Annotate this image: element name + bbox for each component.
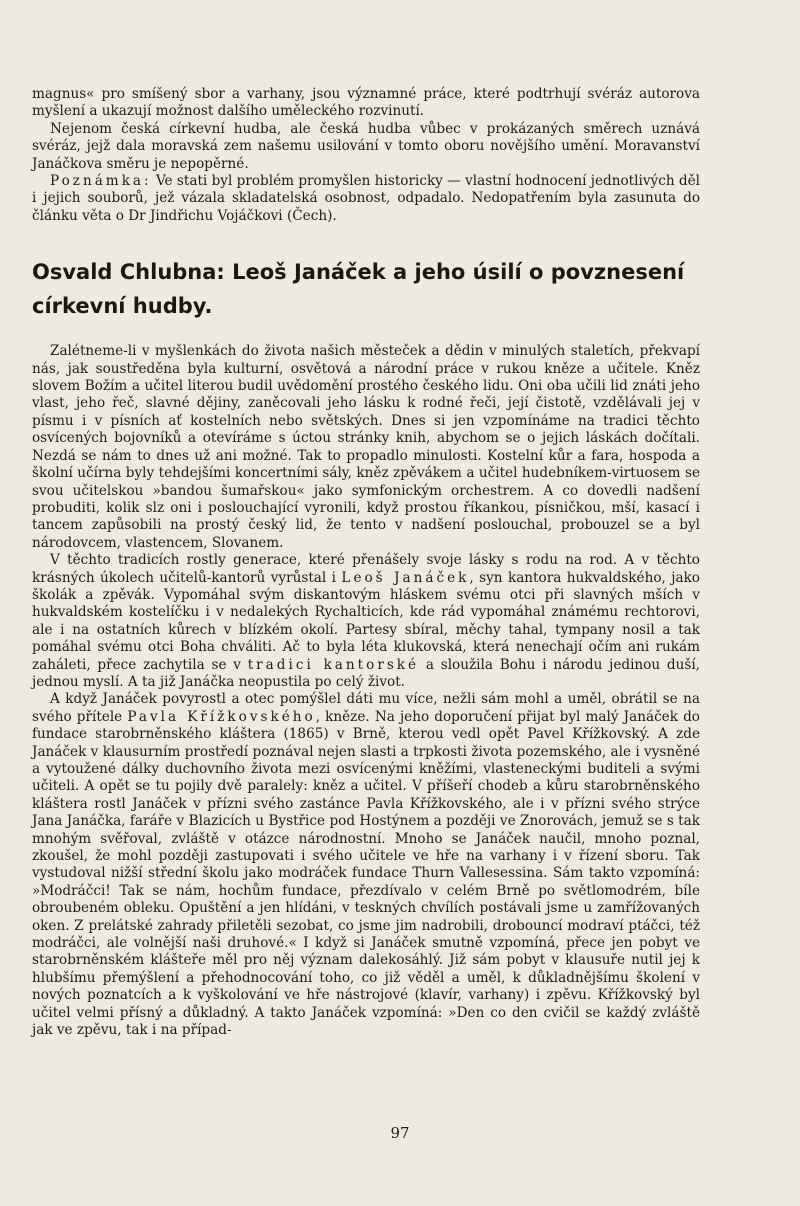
intro-paragraph-1: magnus« pro smíšený sbor a varhany, jsou významné práce, které podtrhují svéráz autorova myšlení a ukazují možnost dalšího uměleckého rozvinutí.	[32, 86, 700, 120]
footnote-lead: Poznámka:	[50, 173, 152, 190]
spaced-phrase-tradici-kantorske: tradici kantorské	[247, 656, 420, 673]
article-title: Osvald Chlubna: Leoš Janáček a jeho úsilí o povznesení církevní hudby.	[32, 260, 685, 319]
intro-paragraph-2: Nejenom česká církevní hudba, ale česká hudba vůbec v prokázaných směrech uznává svéráz, jejž dala moravská zem našemu usilování v tomto oboru novějšího umění. Moravanství Janáčkova směru je nepopěrné.	[32, 120, 700, 172]
footnote-paragraph	[32, 173, 700, 225]
article-paragraph-1: Zalétneme-li v myšlenkách do života našich městeček a dědin v minulých staletích, překvapí nás, jak soustředěna byla kulturní, osvětová a národní práce v rukou kněze a učitele. Kněz slovem Božím a učitel literou budil uvědomění prostého českého lidu. Oni oba učili lid znáti jeho vlast, jeho řeč, slavné dějiny, zaněcovali jeho lásku k rodné řeči, její čistotě, vzdělávali jej v písmu i v písních ať kostelních nebo světských. Dnes si jen vzpomínáme na tradici těchto osvícených bojovníků a otevíráme s úctou stránky knih, abychom se o jejich láskách dočítali. Nezdá se nám to dnes už ani možné. Tak to propadlo minulosti. Kostelní kůr a fara, hospoda a školní učírna byly tehdejšími koncertními sály, kněz zpěvákem a učitel hudebníkem-virtuosem se svou učitelskou »bandou šumařskou« jako symfonickým orchestrem. A co dovedli nadšení probuditi, kolik slz oni i poslouchající vyronili, když prostou říkankou, písničkou, mší, kasací i tancem zapůsobili na prostý český lid, že tento v nadšení poslouchal, probouzel se a byl národovcem, vlastencem, Slovanem.	[32, 343, 700, 551]
paragraph-3-text-b: , kněze. Na jeho doporučení přijat byl malý Janáček do fundace starobrněnského kláštera (1865) v Brně, kterou vedl opět Pavel Křížkovský. A zde Janáček v klausurním prostředí poznával nejen slasti a trpkosti života pozemského, ale i vysněné a vytoužené dálky duchovního života mezi osvícenými kněžími, vlasteneckými buditeli a svými učiteli. A opět se tu pojily dvě paralely: kněz a učitel. V příšeří chodeb a kůru starobrněnského kláštera rostl Janáček v přízni svého zastánce Pavla Křížkovského, ale i v přízni svého strýce Jana Janáčka, faráře v Blazicích u Bystřice pod Hostýnem a později ve Znorovách, jemuž se s tak mnohým svěřoval, zvláště v otázce národnostní. Mnoho se Janáček naučil, mnoho poznal, zkoušel, že mohl později zastupovati i svého učitele ve hře na varhany i v řízení sboru. Tak vystudoval nižší střední školu jako modráček fundace Thurn Vallesessina. Sám takto vzpomíná: »Modráčci! Tak se nám, hochům fundace, přezdívalo v celém Brně po světlomodrém, bíle obroubeném obleku. Opuštění a jen hlídáni, v teskných chvílích postávali jsme u zamřížovaných oken. Z prelátské zahrady přiletěli sezobat, co jsme jim nadrobili, drobouncí modraví ptáčci, též modráčci, ale volnější naši druhové.« I když si Janáček smutně vzpomíná, přece jen pobyt ve starobrněnském klášteře měl pro něj význam dalekosáhlý. Již sám pobyt v klausuře nutil jej k hlubšímu přemýšlení a přehodnocování toho, co již věděl a uměl, k důkladnějšímu školení v nových poznatcích a k vyškolování ve hře nástrojové (klavír, varhany) i zpěvu. Křížkovský byl učitel velmi přísný a důkladný. A takto Janáček vzpomíná: »Den co den cvičil se každý zvláště jak ve zpěvu, tak i na případ-	[32, 708, 700, 1039]
spaced-name-pavla-krizkovskeho: Pavla Křížkovského	[127, 708, 316, 725]
article-paragraph-3	[32, 691, 700, 1039]
paragraph-2-text-a: V těchto tradicích rostly generace, které přenášely svoje lásky s rodu na rod. A v těchto krásných úkolech učitelů-kantorů vyrůstal i	[32, 552, 700, 586]
paragraph-2-text-c: a sloužila Bohu i národu jedinou duší, jednou myslí. A ta již Janáčka neopustila po celý život.	[32, 656, 700, 690]
footnote-text: Ve stati byl problém promyšlen historicky — vlastní hodnocení jednotlivých děl i jejich souborů, jež vázala skladatelská osobnost, odpadalo. Nedopatřením byla zasunuta do článku věta o Dr Jindřichu Vojáčkovi (Čech).	[32, 173, 700, 224]
spaced-name-leos-janacek: Leoš Janáček	[341, 569, 470, 586]
article-paragraph-2	[32, 552, 700, 691]
text-column	[32, 86, 700, 1040]
paragraph-2-text-b: , syn kantora hukvaldského, jako školák a zpěvák. Vypomáhal svým diskantovým hláskem svému otci při slavných mších v hukvaldském kostelíčku i v nedalekých Rychalticích, kde rád vypomáhal známému rechtorovi, ale i na ostatních kůrech v blízkém okolí. Partesy sbíral, měchy tahal, tympany nosil a tak pomáhal svému otci Boha chváliti. Ač to byla léta klukovská, která nenechají očím ani rukám zaháleti, přece zachytila se v	[32, 569, 700, 673]
page-number: 97	[390, 1124, 410, 1142]
paragraph-3-text-a: A když Janáček povyrostl a otec pomýšlel dáti mu více, nežli sám mohl a uměl, obrátil se na svého přítele	[32, 691, 700, 725]
